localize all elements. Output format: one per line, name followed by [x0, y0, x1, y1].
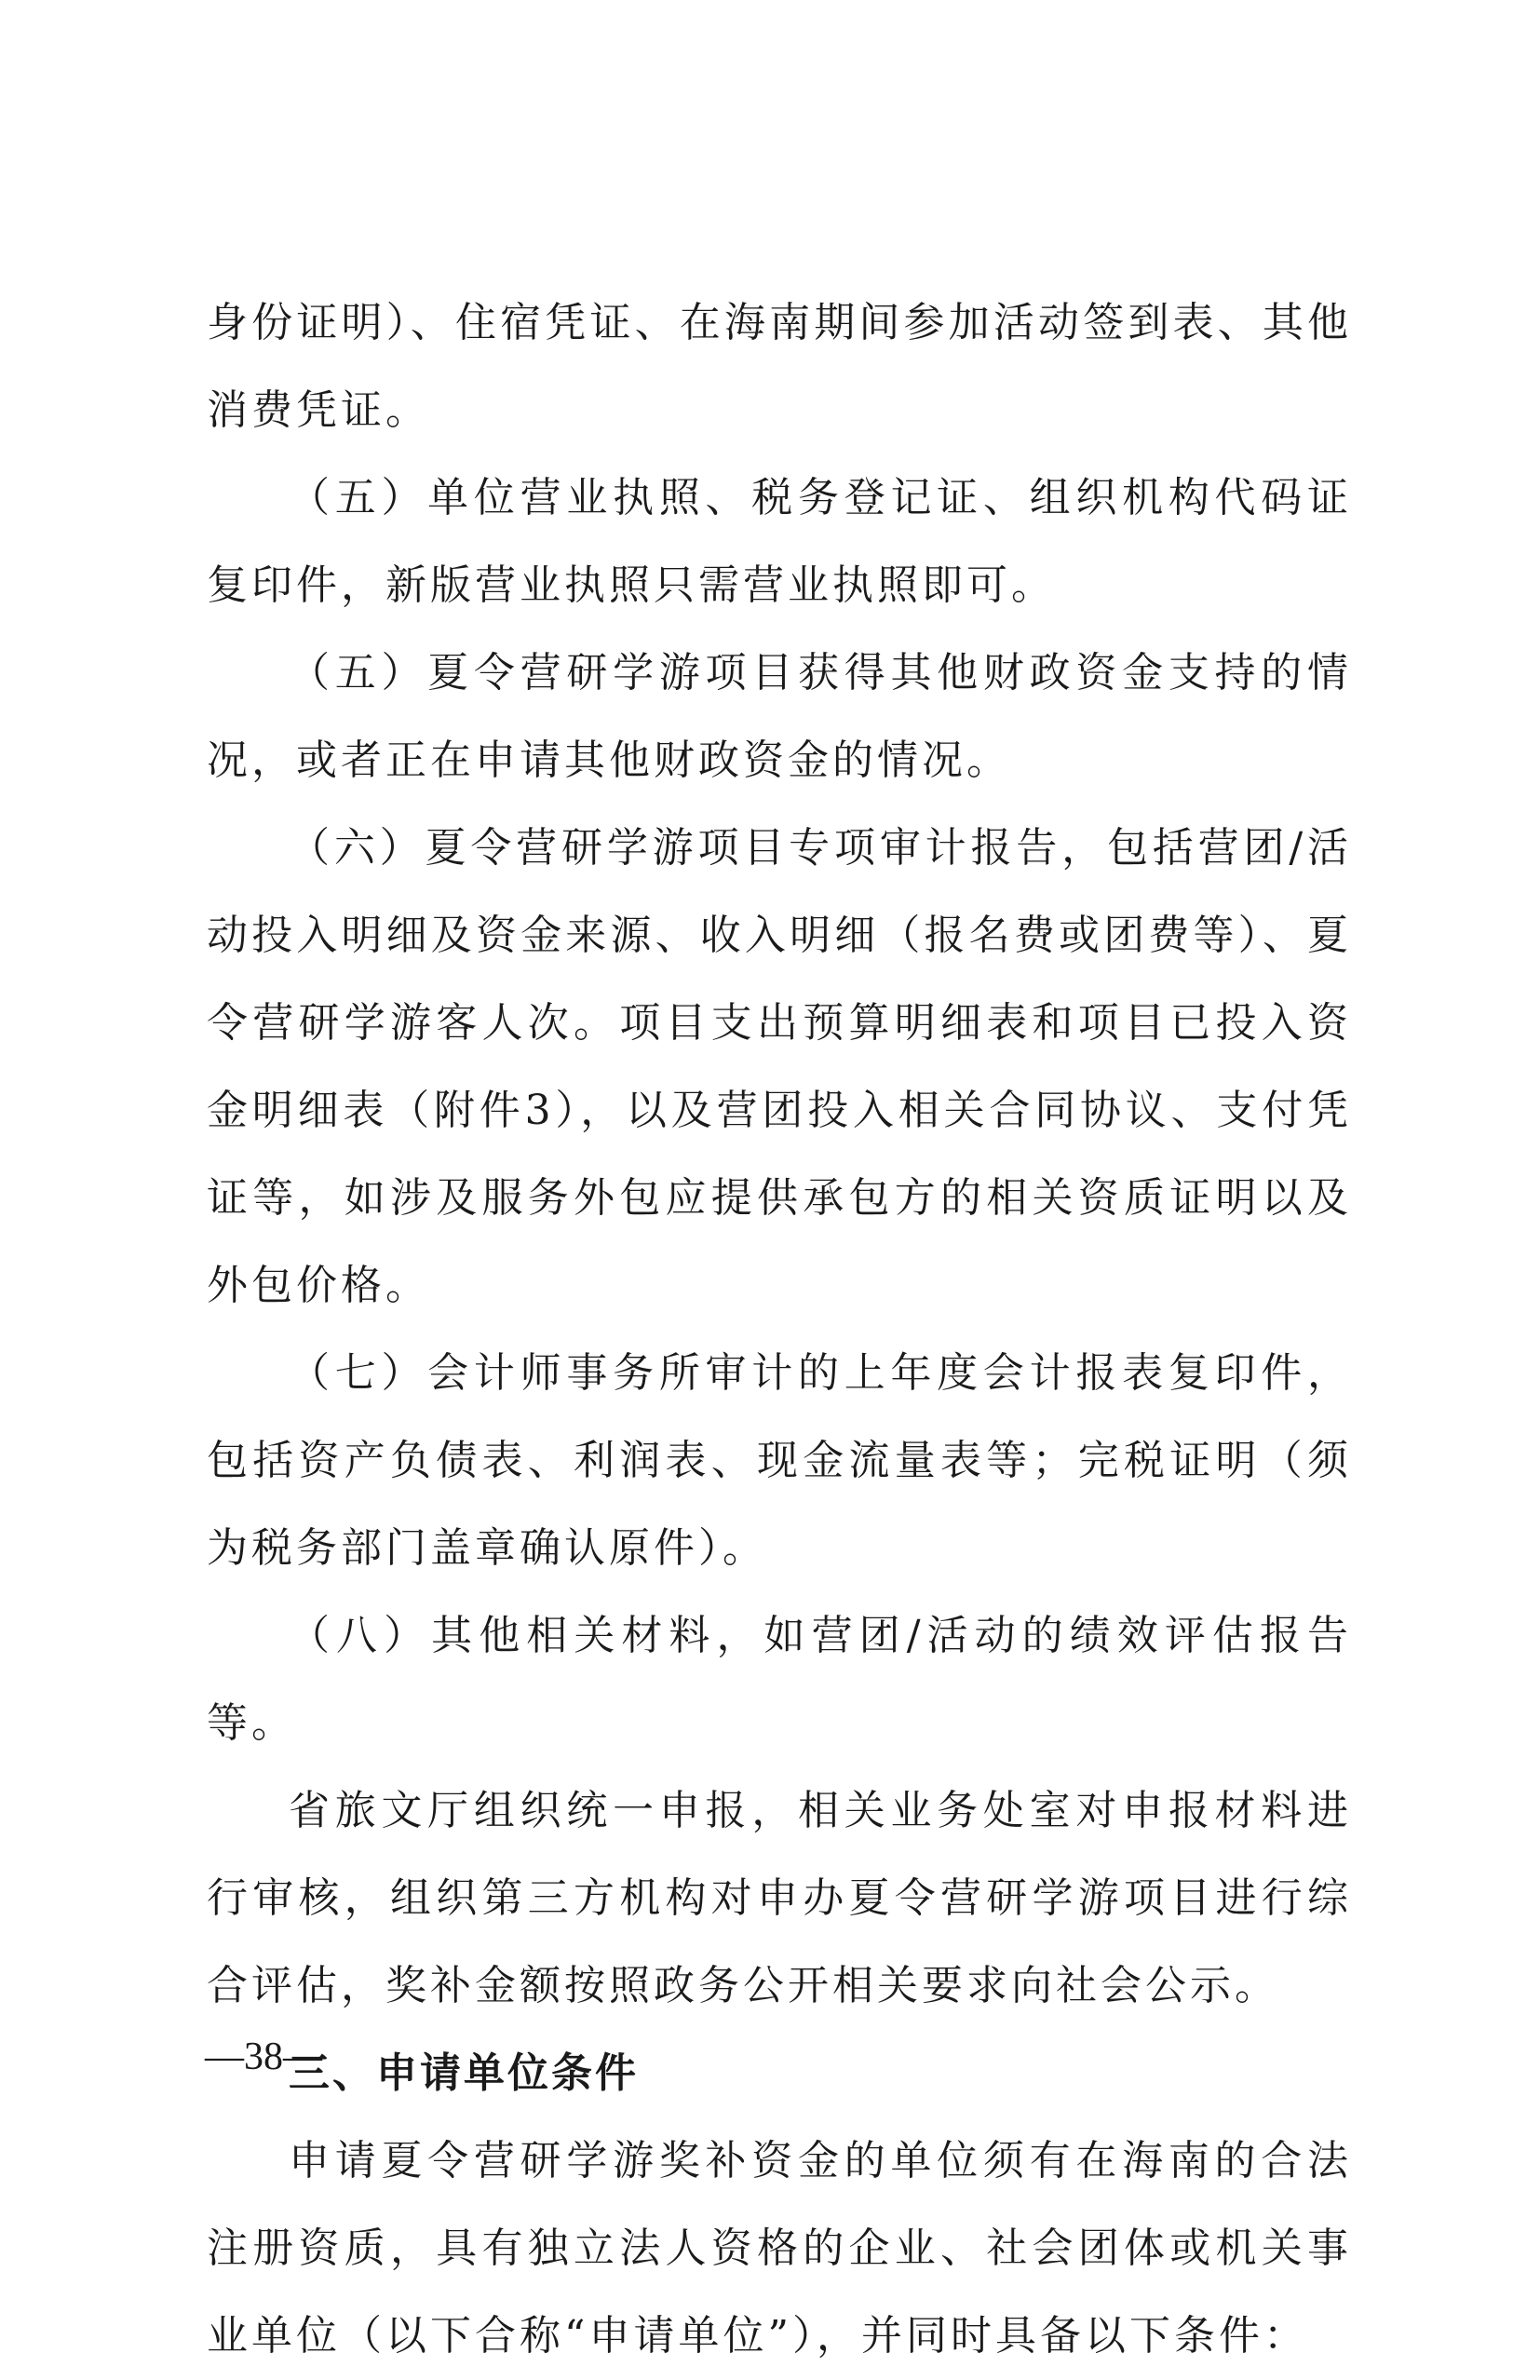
paragraph-applicant-conditions: 申请夏令营研学游奖补资金的单位须有在海南的合法注册资质，具有独立法人资格的企业、社会团体或机关事业单位（以下合称“申请单位”），并同时具备以下条件：: [207, 2137, 1352, 2360]
paragraph-item-audit-report: （六）夏令营研学游项目专项审计报告，包括营团/活动投入明细及资金来源、收入明细（报名费或团费等）、夏令营研学游客人次。项目支出预算明细表和项目已投入资金明细表（附件3），以及营团投入相关合同协议、支付凭证等，如涉及服务外包应提供承包方的相关资质证明以及外包价格。: [207, 824, 1352, 1309]
page-number: —38—: [205, 2035, 322, 2078]
section-heading: 三、申请单位条件: [289, 2049, 639, 2097]
paragraph-continuation: 身份证明）、住宿凭证、在海南期间参加活动签到表、其他消费凭证。: [207, 299, 1352, 434]
body-text: [207, 279, 1352, 2380]
paragraph-item-other-materials: （八）其他相关材料，如营团/活动的绩效评估报告等。: [207, 1612, 1352, 1747]
paragraph-item-business-license: （五）单位营业执照、税务登记证、组织机构代码证复印件，新版营业执照只需营业执照即可。: [207, 474, 1352, 609]
paragraph-item-accounting-statements: （七）会计师事务所审计的上年度会计报表复印件，包括资产负债表、利润表、现金流量表等；完税证明（须为税务部门盖章确认原件）。: [207, 1349, 1352, 1572]
paragraph-item-other-funding: （五）夏令营研学游项目获得其他财政资金支持的情况，或者正在申请其他财政资金的情况。: [207, 649, 1352, 784]
paragraph-review-process: 省旅文厅组织统一申报，相关业务处室对申报材料进行审核，组织第三方机构对申办夏令营研学游项目进行综合评估，奖补金额按照政务公开相关要求向社会公示。: [207, 1787, 1352, 2009]
